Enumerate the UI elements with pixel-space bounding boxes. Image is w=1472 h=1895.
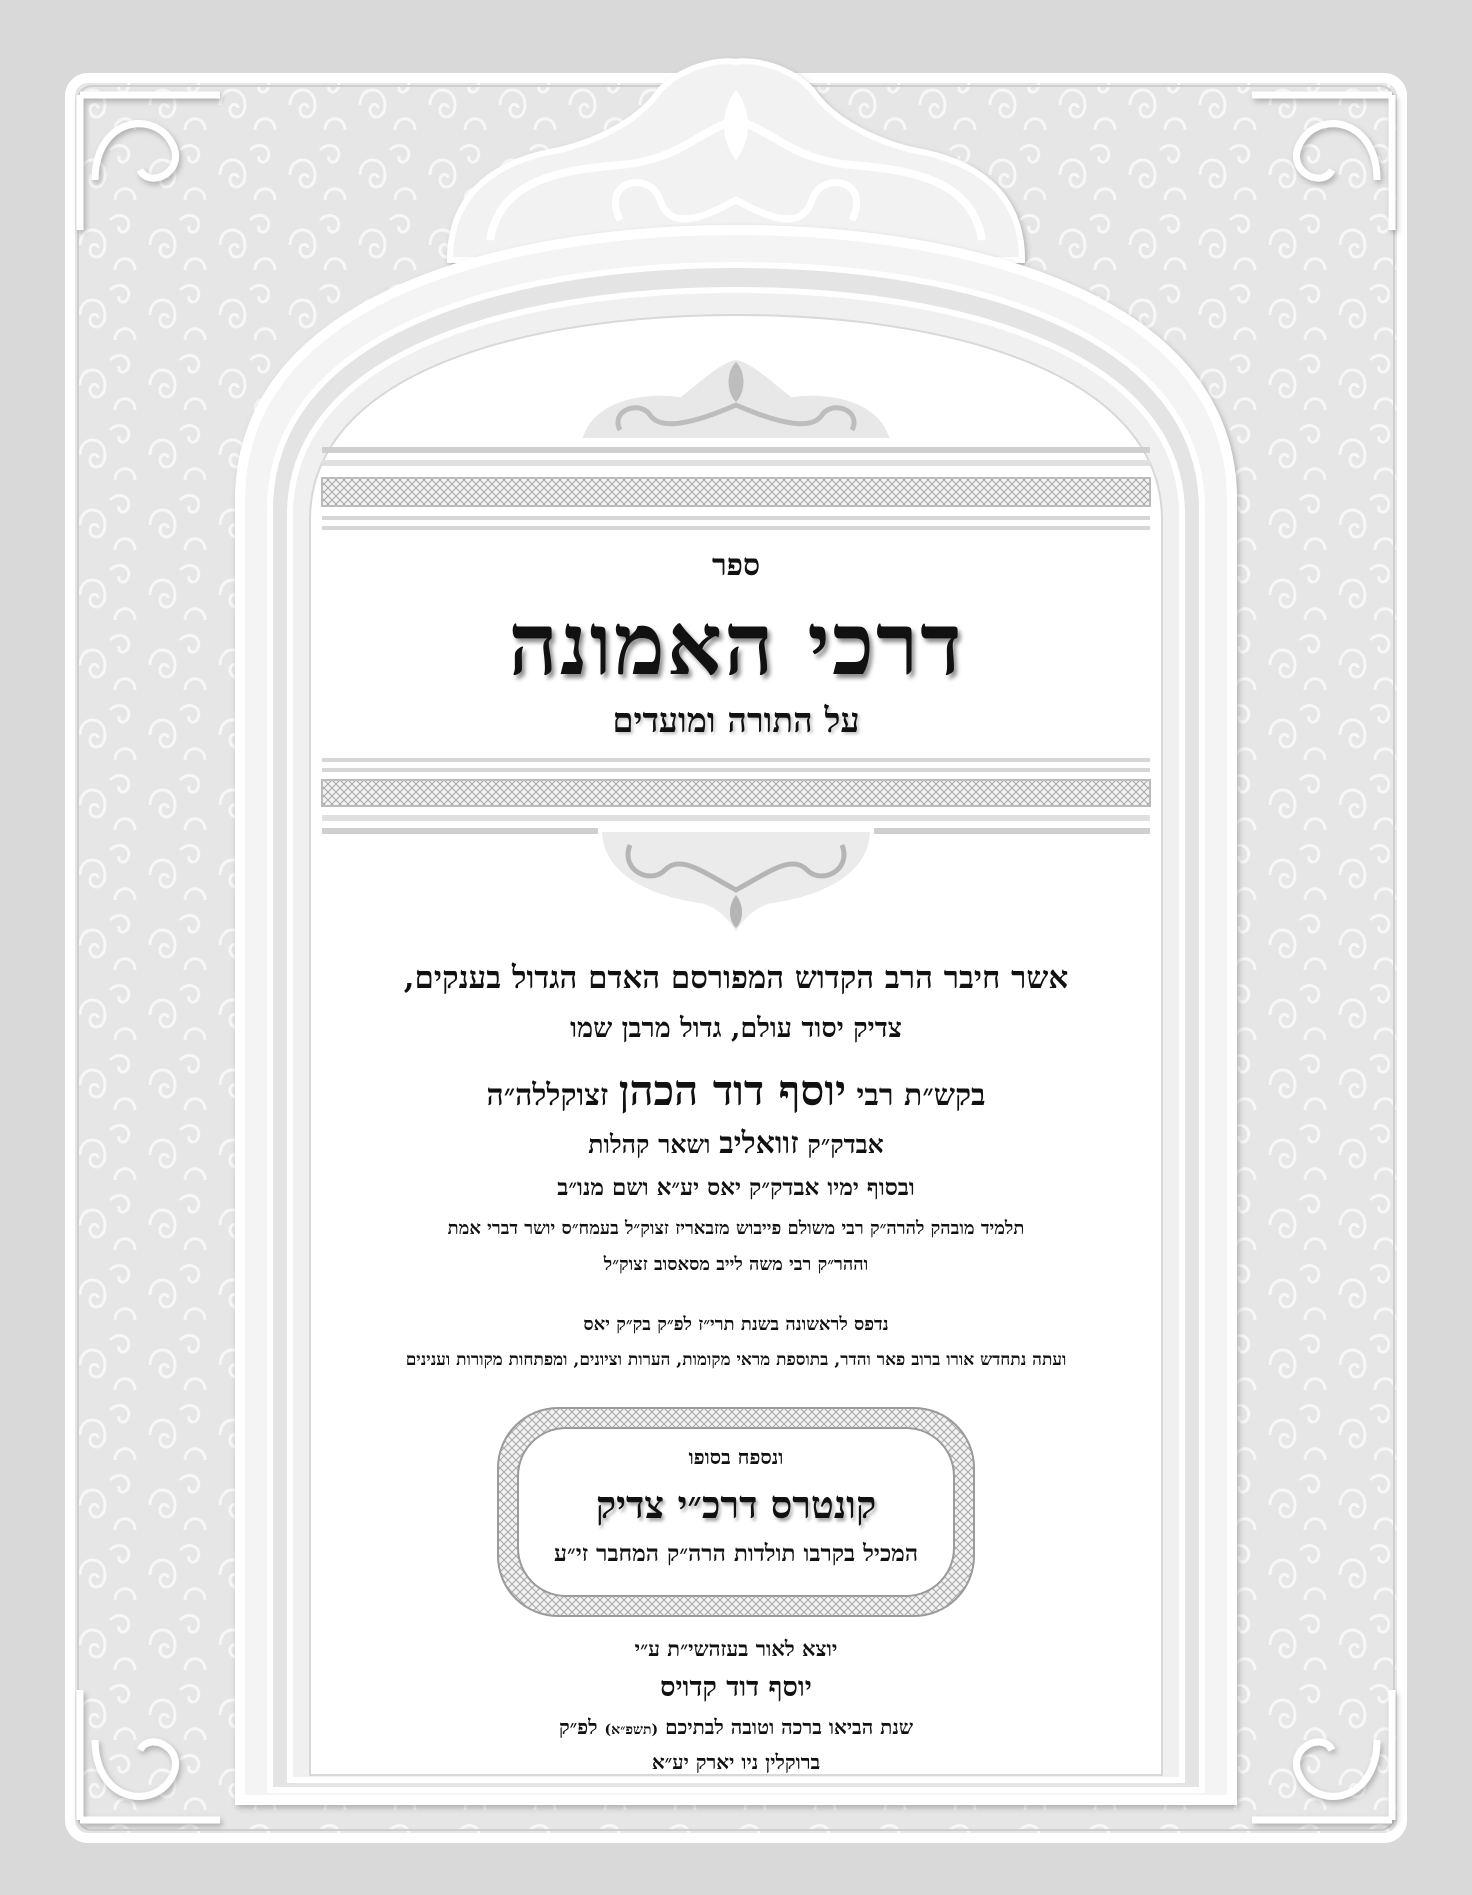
author-line-3 xyxy=(320,1066,1152,1116)
year-prefix: שנת הביאו ברכה וטובה לבתיכם xyxy=(665,1715,914,1739)
appendix-description: המכיל בקרבו תולדות הרה״ק המחבר זי״ע xyxy=(553,1540,919,1567)
author-name: יוסף דוד הכהן xyxy=(618,1066,847,1115)
author-line-7: וההר״ק רבי משה לייב מסאסוב זצוק״ל xyxy=(603,1254,869,1275)
appendix-title: קונטרס דרכ״י צדיק xyxy=(595,1482,877,1527)
sefer-label: ספר xyxy=(711,548,761,583)
author-line-3-prefix: בקש״ת רבי xyxy=(856,1078,986,1113)
author-line-4-suffix: ושאר קהלות xyxy=(588,1130,711,1159)
author-line-1: אשר חיבר הרב הקדוש המפורסם האדם הגדול בענקים, xyxy=(403,960,1069,996)
publication-line-2: ועתה נתחדש אורו ברוב פאר והדר, בתוספת מראי מקומות, הערות וציונים, ומפתחות מקורות וענינים xyxy=(405,1350,1067,1370)
year-suffix: לפ״ק xyxy=(558,1715,598,1739)
author-line-6: תלמיד מובהק להרה״ק רבי משולם פייבוש מזבאריז זצוק״ל בעמח״ס יושר דברי אמת xyxy=(447,1218,1025,1239)
book-title: דרכי האמונה xyxy=(508,594,964,695)
author-line-4-prefix: אבדק״ק xyxy=(807,1130,884,1159)
publisher-line-1: יוצא לאור בעזהשי״ת ע״י xyxy=(634,1636,838,1661)
author-line-2: צדיק יסוד עולם, גדול מרבן שמו xyxy=(570,1013,902,1044)
author-place: זוואליב xyxy=(719,1126,799,1161)
author-line-3-suffix: זצוקללה״ה xyxy=(486,1078,609,1113)
publisher-location: ברוקלין ניו יארק יע״א xyxy=(651,1750,821,1774)
author-line-5: ובסוף ימיו אבדק״ק יאס יע״א ושם מנו״ב xyxy=(557,1174,915,1201)
publication-line-1: נדפס לראשונה בשנת תרי״ז לפ״ק בק״ק יאס xyxy=(583,1314,889,1335)
book-subtitle: על התורה ומועדים xyxy=(612,701,860,741)
year-code: (תשפ״א) xyxy=(604,1722,659,1738)
publisher-name: יוסף דוד קדויס xyxy=(660,1672,812,1703)
author-line-4 xyxy=(320,1126,1152,1161)
publisher-year xyxy=(320,1715,1152,1740)
appendix-intro: ונספח בסופו xyxy=(688,1445,784,1469)
